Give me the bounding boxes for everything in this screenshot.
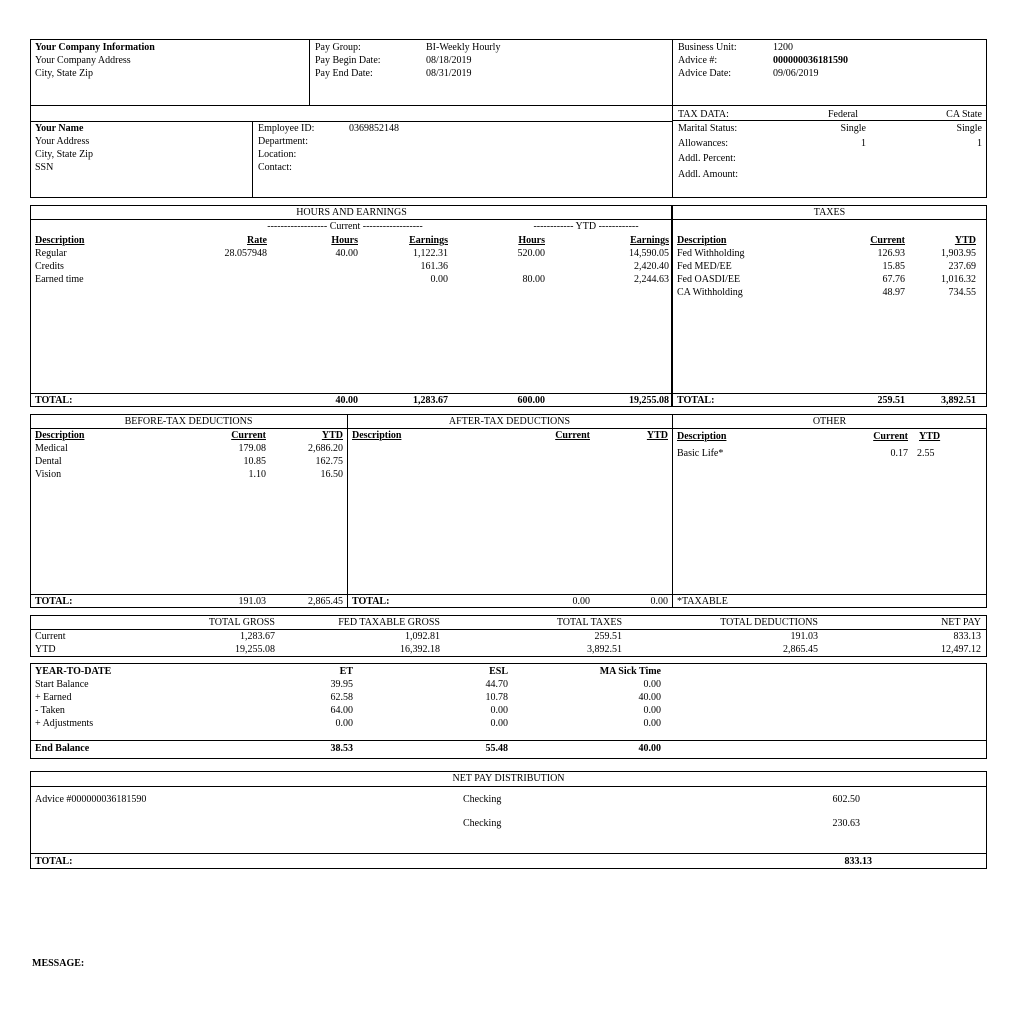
marital-label: Marital Status: <box>678 123 738 134</box>
company-name: Your Company Information <box>35 42 155 53</box>
sum-net: 833.13 <box>953 631 981 642</box>
ytd-row-label: Start Balance <box>35 679 89 690</box>
header-box <box>30 39 987 106</box>
before-current: 10.85 <box>243 456 266 467</box>
before-current: 179.08 <box>238 443 266 454</box>
tax-ytd: 734.55 <box>948 287 976 298</box>
tax-current: 15.85 <box>882 261 905 272</box>
ytd-row-label: + Earned <box>35 692 72 703</box>
earn-rate: 28.057948 <box>224 248 267 259</box>
sum-row-label: YTD <box>35 644 56 655</box>
ytd-et: 62.58 <box>330 692 353 703</box>
ytd-et-header: ET <box>339 666 353 677</box>
taxes-total-current: 259.51 <box>877 395 905 406</box>
before-ytd: 2,686.20 <box>308 443 343 454</box>
earnings-total-ytd-hours: 600.00 <box>517 395 545 406</box>
pay-group-label: Pay Group: <box>315 42 361 53</box>
marital-fed: Single <box>840 123 866 134</box>
sum-taxes: 259.51 <box>594 631 622 642</box>
tax-desc: CA Withholding <box>677 287 743 298</box>
tax-desc: Fed MED/EE <box>677 261 732 272</box>
sum-gross: 19,255.08 <box>235 644 275 655</box>
ytd-et: 39.95 <box>330 679 353 690</box>
other-ytd: 2.55 <box>917 448 935 459</box>
earnings-current-header: ------------------ Current ------------------ <box>267 221 423 232</box>
advice-no: 000000036181590 <box>773 55 848 66</box>
after-current-header: Current <box>555 430 590 441</box>
before-total-ytd: 2,865.45 <box>308 596 343 607</box>
earn-ytd-hours-header: Hours <box>518 235 545 246</box>
ytd-title: YEAR-TO-DATE <box>35 666 112 677</box>
employee-city: City, State Zip <box>35 149 93 160</box>
tax-current: 126.93 <box>877 248 905 259</box>
after-tax-title: AFTER-TAX DEDUCTIONS <box>448 416 571 427</box>
other-desc: Basic Life* <box>677 448 724 459</box>
contact-label: Contact: <box>258 162 292 173</box>
earnings-total-label: TOTAL: <box>35 395 73 406</box>
sum-gross: 1,283.67 <box>240 631 275 642</box>
pay-begin-label: Pay Begin Date: <box>315 55 381 66</box>
earn-amount: 161.36 <box>420 261 448 272</box>
before-current-header: Current <box>231 430 266 441</box>
addl-amount-label: Addl. Amount: <box>678 169 739 180</box>
earn-desc: Credits <box>35 261 64 272</box>
earn-desc: Earned time <box>35 274 84 285</box>
tax-data-title: TAX DATA: <box>678 109 729 120</box>
ytd-ma: 40.00 <box>638 692 661 703</box>
tax-ytd: 237.69 <box>948 261 976 272</box>
earnings-title: HOURS AND EARNINGS <box>296 207 407 218</box>
advice-date: 09/06/2019 <box>773 68 819 79</box>
other-ytd-header: YTD <box>919 431 941 442</box>
allowances-state: 1 <box>977 138 982 149</box>
tax-ytd-header: YTD <box>954 235 976 246</box>
before-ytd: 16.50 <box>320 469 343 480</box>
sum-taxes-header: TOTAL TAXES <box>556 617 622 628</box>
sum-fed-gross: 1,092.81 <box>405 631 440 642</box>
sum-fed-gross-header: FED TAXABLE GROSS <box>338 617 440 628</box>
taxes-title: TAXES <box>813 207 846 218</box>
earn-desc-header: Description <box>35 235 85 246</box>
ytd-esl: 0.00 <box>490 718 508 729</box>
sum-deductions: 2,865.45 <box>783 644 818 655</box>
message-label: MESSAGE: <box>32 958 85 969</box>
tax-desc: Fed Withholding <box>677 248 745 259</box>
distribution-type: Checking <box>463 818 502 829</box>
other-current-header: Current <box>873 431 908 442</box>
after-total-current: 0.00 <box>572 596 590 607</box>
other-current: 0.17 <box>890 448 908 459</box>
location-label: Location: <box>258 149 297 160</box>
earn-ytd-amount: 2,420.40 <box>634 261 669 272</box>
advice-date-label: Advice Date: <box>678 68 732 79</box>
sum-net: 12,497.12 <box>941 644 981 655</box>
ytd-balances-box <box>30 663 987 759</box>
after-desc-header: Description <box>352 430 402 441</box>
deductions-box <box>30 414 987 608</box>
sum-net-header: NET PAY <box>941 617 981 628</box>
ytd-end-ma: 40.00 <box>638 743 661 754</box>
sum-deductions-header: TOTAL DEDUCTIONS <box>720 617 818 628</box>
tax-current: 67.76 <box>882 274 905 285</box>
ytd-esl: 10.78 <box>485 692 508 703</box>
before-current: 1.10 <box>248 469 266 480</box>
ytd-row-label: + Adjustments <box>35 718 94 729</box>
taxes-total-label: TOTAL: <box>677 395 715 406</box>
before-ytd: 162.75 <box>315 456 343 467</box>
ytd-ma: 0.00 <box>643 679 661 690</box>
earnings-total-earnings: 1,283.67 <box>413 395 448 406</box>
employee-id-label: Employee ID: <box>258 123 315 134</box>
ytd-row-label: - Taken <box>35 705 65 716</box>
taxable-footnote: *TAXABLE <box>677 596 728 607</box>
ytd-esl: 44.70 <box>485 679 508 690</box>
earn-earnings-header: Earnings <box>409 235 448 246</box>
ytd-end-esl: 55.48 <box>485 743 508 754</box>
before-desc-header: Description <box>35 430 85 441</box>
tax-ytd: 1,016.32 <box>941 274 976 285</box>
earn-ytd-hours: 520.00 <box>517 248 545 259</box>
distribution-amount: 230.63 <box>832 818 860 829</box>
earn-amount: 1,122.31 <box>413 248 448 259</box>
company-city: City, State Zip <box>35 68 93 79</box>
after-total-label: TOTAL: <box>352 596 390 607</box>
advice-no-label: Advice #: <box>678 55 718 66</box>
current-label: Current <box>329 221 361 232</box>
before-desc: Dental <box>35 456 62 467</box>
sum-gross-header: TOTAL GROSS <box>208 617 275 628</box>
tax-ytd: 1,903.95 <box>941 248 976 259</box>
before-total-label: TOTAL: <box>35 596 73 607</box>
employee-address: Your Address <box>35 136 90 147</box>
taxes-total-ytd: 3,892.51 <box>941 395 976 406</box>
earn-hours: 40.00 <box>335 248 358 259</box>
pay-group: BI-Weekly Hourly <box>426 42 501 53</box>
business-unit-label: Business Unit: <box>678 42 737 53</box>
tax-current-header: Current <box>870 235 905 246</box>
ytd-et: 0.00 <box>335 718 353 729</box>
earn-ytd-amount: 14,590.05 <box>629 248 669 259</box>
after-total-ytd: 0.00 <box>650 596 668 607</box>
tax-desc-header: Description <box>677 235 727 246</box>
allowances-label: Allowances: <box>678 138 728 149</box>
ytd-end-et: 38.53 <box>330 743 353 754</box>
pay-end: 08/31/2019 <box>426 68 472 79</box>
before-tax-title: BEFORE-TAX DEDUCTIONS <box>124 416 253 427</box>
before-ytd-header: YTD <box>321 430 343 441</box>
earn-ytd-hours: 80.00 <box>522 274 545 285</box>
allowances-fed: 1 <box>861 138 866 149</box>
pay-end-label: Pay End Date: <box>315 68 373 79</box>
ytd-ma-header: MA Sick Time <box>599 666 661 677</box>
before-total-current: 191.03 <box>238 596 266 607</box>
earn-ytd-earnings-header: Earnings <box>630 235 669 246</box>
ytd-et: 64.00 <box>330 705 353 716</box>
sum-row-label: Current <box>35 631 66 642</box>
earnings-total-hours: 40.00 <box>335 395 358 406</box>
ytd-label: YTD <box>575 221 597 232</box>
other-desc-header: Description <box>677 431 727 442</box>
before-desc: Vision <box>35 469 62 480</box>
sum-fed-gross: 16,392.18 <box>400 644 440 655</box>
other-title: OTHER <box>812 416 847 427</box>
distribution-total: 833.13 <box>844 856 872 867</box>
earn-rate-header: Rate <box>247 235 267 246</box>
addl-percent-label: Addl. Percent: <box>678 153 736 164</box>
employee-name: Your Name <box>35 123 84 134</box>
tax-state-header: CA State <box>946 109 982 120</box>
department-label: Department: <box>258 136 308 147</box>
employee-id: 0369852148 <box>349 123 399 134</box>
tax-current: 48.97 <box>882 287 905 298</box>
earn-amount: 0.00 <box>430 274 448 285</box>
ytd-esl: 0.00 <box>490 705 508 716</box>
distribution-total-label: TOTAL: <box>35 856 73 867</box>
ytd-ma: 0.00 <box>643 705 661 716</box>
company-address: Your Company Address <box>35 55 131 66</box>
tax-federal-header: Federal <box>828 109 858 120</box>
earnings-total-ytd-earnings: 19,255.08 <box>629 395 669 406</box>
ytd-ma: 0.00 <box>643 718 661 729</box>
earn-desc: Regular <box>35 248 67 259</box>
marital-state: Single <box>956 123 982 134</box>
distribution-advice: Advice #000000036181590 <box>35 794 147 805</box>
distribution-title: NET PAY DISTRIBUTION <box>452 773 565 784</box>
distribution-amount: 602.50 <box>832 794 860 805</box>
business-unit: 1200 <box>773 42 793 53</box>
sum-taxes: 3,892.51 <box>587 644 622 655</box>
ytd-esl-header: ESL <box>489 666 508 677</box>
pay-begin: 08/18/2019 <box>426 55 472 66</box>
before-desc: Medical <box>35 443 68 454</box>
ytd-end-label: End Balance <box>35 743 90 754</box>
earn-hours-header: Hours <box>331 235 358 246</box>
distribution-type: Checking <box>463 794 502 805</box>
tax-desc: Fed OASDI/EE <box>677 274 741 285</box>
employee-ssn: SSN <box>35 162 54 173</box>
earnings-ytd-header: ------------ YTD ------------ <box>533 221 639 232</box>
sum-deductions: 191.03 <box>790 631 818 642</box>
after-ytd-header: YTD <box>646 430 668 441</box>
earn-ytd-amount: 2,244.63 <box>634 274 669 285</box>
